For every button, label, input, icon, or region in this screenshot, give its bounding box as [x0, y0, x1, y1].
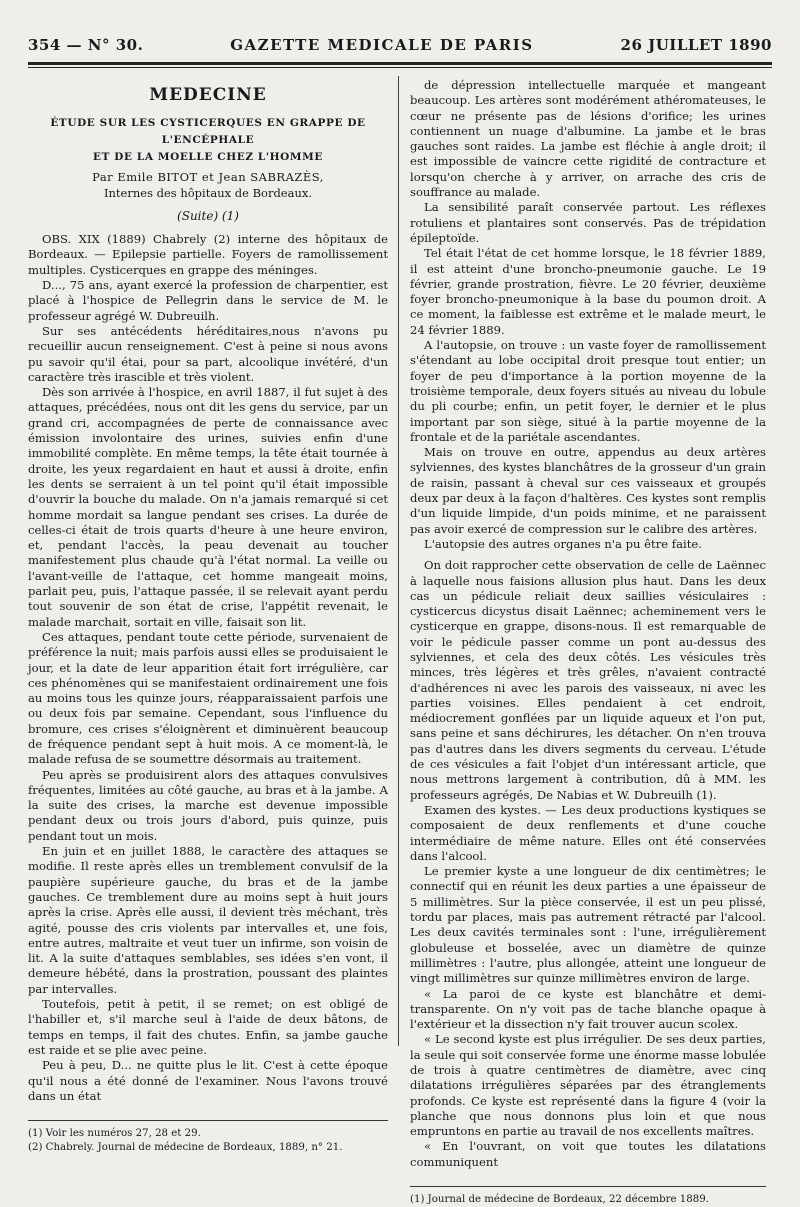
- journal-title: GAZETTE MEDICALE DE PARIS: [230, 36, 534, 54]
- paragraph: Peu à peu, D... ne quitte plus le lit. C'est à cette époque qu'il nous a été donné de l'examiner. Nous l'avons trouvé dans un état: [28, 1058, 388, 1103]
- left-column: [28, 78, 388, 1155]
- section-heading: MEDECINE: [149, 85, 267, 105]
- paragraph: « Le second kyste est plus irrégulier. De ses deux parties, la seule qui soit conservée forme une énorme masse lobulée de trois à quatre centimètres de diamètre, avec cinq dilatations irrégulières séparées par des étranglements profonds. Ce kyste est représenté dans la figure 4 (voir la planche que nous donnons plus loin et que nous empruntons en partie au travail de nos excellents maîtres.: [410, 1032, 766, 1139]
- article-title-line2: ET DE LA MOELLE CHEZ L'HOMME: [93, 151, 323, 164]
- paragraph: Sur ses antécédents héréditaires,nous n'avons pu recueillir aucun renseignement. C'est à peine si nous avons pu savoir qu'il étai, pour sa part, alcoolique invétéré, d'un caractère très irascible et très violent.: [28, 323, 388, 384]
- paragraph: Mais on trouve en outre, appendus au deux artères sylviennes, des kystes blanchâtres de la grosseur d'un grain de raisin, passant à cheval sur ces vaisseaux et groupés deux par deux à la façon d'haltères. Ces kystes sont remplis d'un liquide limpide, d'un poids minime, et ne paraissent pas avoir exercé de compression sur le calibre des artères.: [410, 445, 766, 536]
- paragraph: OBS. XIX (1889) Chabrely (2) interne des hôpitaux de Bordeaux. — Epilepsie partielle. Foyers de ramollissement multiples. Cysticerques en grappe des méninges.: [28, 232, 388, 277]
- footnote-rule: [410, 1186, 766, 1187]
- footnote: (1) Journal de médecine de Bordeaux, 22 décembre 1889.: [410, 1194, 709, 1206]
- paragraph: de dépression intellectuelle marquée et mangeant beaucoup. Les artères sont modérément athéromateuses, le cœur ne présente pas de lésions d'orifice; les urines contiennent un nuage d'albumine. La jambe et le bras gauches sont raides. La jambe est fléchie à angle droit; il est impossible de vaincre cette rigidité de contracture et lorsqu'on cherche à y arriver, on arrache des cris de souffrance au malade.: [410, 78, 766, 200]
- page-number: 354 — N° 30.: [28, 36, 144, 54]
- running-header: [28, 36, 772, 58]
- column-divider: [398, 76, 399, 1046]
- paragraph: L'autopsie des autres organes n'a pu être faite.: [424, 536, 702, 551]
- paragraph: Dès son arrivée à l'hospice, en avril 1887, il fut sujet à des attaques, précédées, nous ont dit les gens du service, par un grand cri, accompagnées de perte de connaissance avec émission involontaire des urines, suivies enfin d'une immobilité complète. En même temps, la tête était tournée à droite, les yeux regardaient en haut et aussi à droite, enfin les dents se serraient à un tel point qu'il était impossible d'ouvrir la bouche du malade. On n'a jamais remarqué si cet homme mordait sa langue pendant ses crises. La durée de celles-ci était de trois quarts d'heure à une heure environ, et, pendant l'accès, la peau devenait au toucher manifestement plus chaude qu'à l'état normal. La veille ou l'avant-veille de l'attaque, cet homme mangeait moins, parlait peu, puis, l'attaque passée, il se relevait ayant perdu tout souvenir de son état de crise, l'appétit revenait, le malade marchait, sortait en ville, faisait son lit.: [28, 385, 388, 629]
- paragraph: Le premier kyste a une longueur de dix centimètres; le connectif qui en réunit les deux parties a une épaisseur de 5 millimètres. Sur la pièce conservée, il est un peu plissé, tordu par places, mais pas autrement rétracté par l'alcool. Les deux cavités terminales sont : l'une, irrégulièrement globuleuse et bosselée, avec un diamètre de quinze millimètres : l'autre, plus allongée, atteint une longueur de vingt millimètres sur quinze millimètres environ de large.: [410, 864, 766, 986]
- suite-label: (Suite) (1): [177, 208, 239, 223]
- paragraph: D..., 75 ans, ayant exercé la profession de charpentier, est placé à l'hospice de Pellegrin dans le service de M. le professeur agrégé W. Dubreuilh.: [28, 278, 388, 323]
- paragraph: Peu après se produisirent alors des attaques convulsives fréquentes, limitées au côté gauche, au bras et à la jambe. A la suite des crises, la marche est devenue impossible pendant deux ou trois jours d'abord, puis quinze, puis pendant tout un mois.: [28, 767, 388, 843]
- article-authors: Par Emile BITOT et Jean SABRAZÈS,: [92, 170, 324, 185]
- right-column: [410, 78, 766, 1207]
- header-rule-thin: [28, 67, 772, 68]
- paragraph: Toutefois, petit à petit, il se remet; on est obligé de l'habiller et, s'il marche seul à l'aide de deux bâtons, de temps en temps, il fait des chutes. Enfin, sa jambe gauche est raide et se plie avec peine.: [28, 997, 388, 1057]
- paragraph: Tel était l'état de cet homme lorsque, le 18 février 1889, il est atteint d'une broncho-pneumonie gauche. Le 19 février, grande prostration, fièvre. Le 20 février, deuxième foyer broncho-pneumonique à la base du poumon droit. A ce moment, la faiblesse est extrême et le malade meurt, le 24 février 1889.: [410, 246, 766, 337]
- paragraph: « La paroi de ce kyste est blanchâtre et demi-transparente. On n'y voit pas de tache blanche opaque à l'extérieur et la dissection n'y fait trouver aucun scolex.: [410, 986, 766, 1032]
- footnote: (2) Chabrely. Journal de médecine de Bordeaux, 1889, n° 21.: [28, 1142, 343, 1154]
- footnote: (1) Voir les numéros 27, 28 et 29.: [28, 1128, 201, 1140]
- author-affiliation: Internes des hôpitaux de Bordeaux.: [103, 185, 313, 200]
- article-title-line1: ÉTUDE SUR LES CYSTICERQUES EN GRAPPE DE L'ENCÉPHALE: [50, 117, 366, 147]
- issue-date: 26 JUILLET 1890: [620, 36, 772, 54]
- paragraph: A l'autopsie, on trouve : un vaste foyer de ramollissement s'étendant au lobe occipital droit presque tout entier; un foyer de peu d'importance à la portion moyenne de la troisième temporale, deux foyers situés au niveau du lobule du pli courbe; enfin, un petit foyer, le dernier et le plus important par son siège, situé à la partie moyenne de la frontale et de la pariétale ascendantes.: [410, 338, 766, 444]
- paragraph: On doit rapprocher cette observation de celle de Laënnec à laquelle nous faisions allusion plus haut. Dans les deux cas un pédicule reliait deux saillies vésiculaires : cysticercus dicystus disait Laënnec; acheminement vers le cysticerque en grappe, disons-nous. Il est remarquable de voir le pédicule passer comme un pont au-dessus des sylviennes, et cela des deux côtés. Les vésicules très minces, très légères et très grêles, n'avaient contracté d'adhérences ni avec les parois des vaisseaux, ni avec les parties voisines. Elles pendaient à cet endroit, médiocrement gonflées par un liquide aqueux et l'on put, sans peine et sans déchirures, les détacher. On n'en trouva pas d'autres dans les divers segments du cerveau. L'étude de ces vésicules a fait l'objet d'un intéressant article, que nous mettrons largement à contribution, dû à MM. les professeurs agrégés, De Nabias et W. Dubreuilh (1).: [410, 558, 766, 802]
- paragraph: Examen des kystes. — Les deux productions kystiques se composaient de deux renflements et d'une couche intermédiaire de même nature. Elles ont été conservées dans l'alcool.: [410, 802, 766, 863]
- paragraph: Ces attaques, pendant toute cette période, survenaient de préférence la nuit; mais parfois aussi elles se produisaient le jour, et la date de leur apparition était fort irrégulière, car ces phénomènes qui se manifestaient ordinairement une fois au moins tous les quinze jours, réapparaissaient parfois une ou deux fois par semaine. Cependant, sous l'influence du bromure, ces crises s'éloignèrent et diminuèrent beaucoup de fréquence pendant sept à huit mois. A ce moment-là, le malade refusa de se soumettre désormais au traitement.: [28, 629, 388, 767]
- paragraph: La sensibilité paraît conservée partout. Les réflexes rotuliens et plantaires sont conservés. Pas de trépidation épileptoïde.: [410, 200, 766, 245]
- paragraph: En juin et en juillet 1888, le caractère des attaques se modifie. Il reste après elles un tremblement convulsif de la paupière supérieure gauche, du bras et de la jambe gauches. Ce tremblement dure au moins sept à huit jours après la crise. Après elle aussi, il devient très méchant, très agité, pousse des cris violents par intervalles et, une fois, entre autres, maltraite et veut tuer un infirme, son voisin de lit. A la suite d'attaques semblables, ses idées s'en vont, il demeure hébété, dans la prostration, poussant des plaintes par intervalles.: [28, 844, 388, 996]
- header-rule-thick: [28, 62, 772, 65]
- footnote-rule: [28, 1120, 388, 1121]
- paragraph: « En l'ouvrant, on voit que toutes les dilatations communiquent: [410, 1139, 766, 1169]
